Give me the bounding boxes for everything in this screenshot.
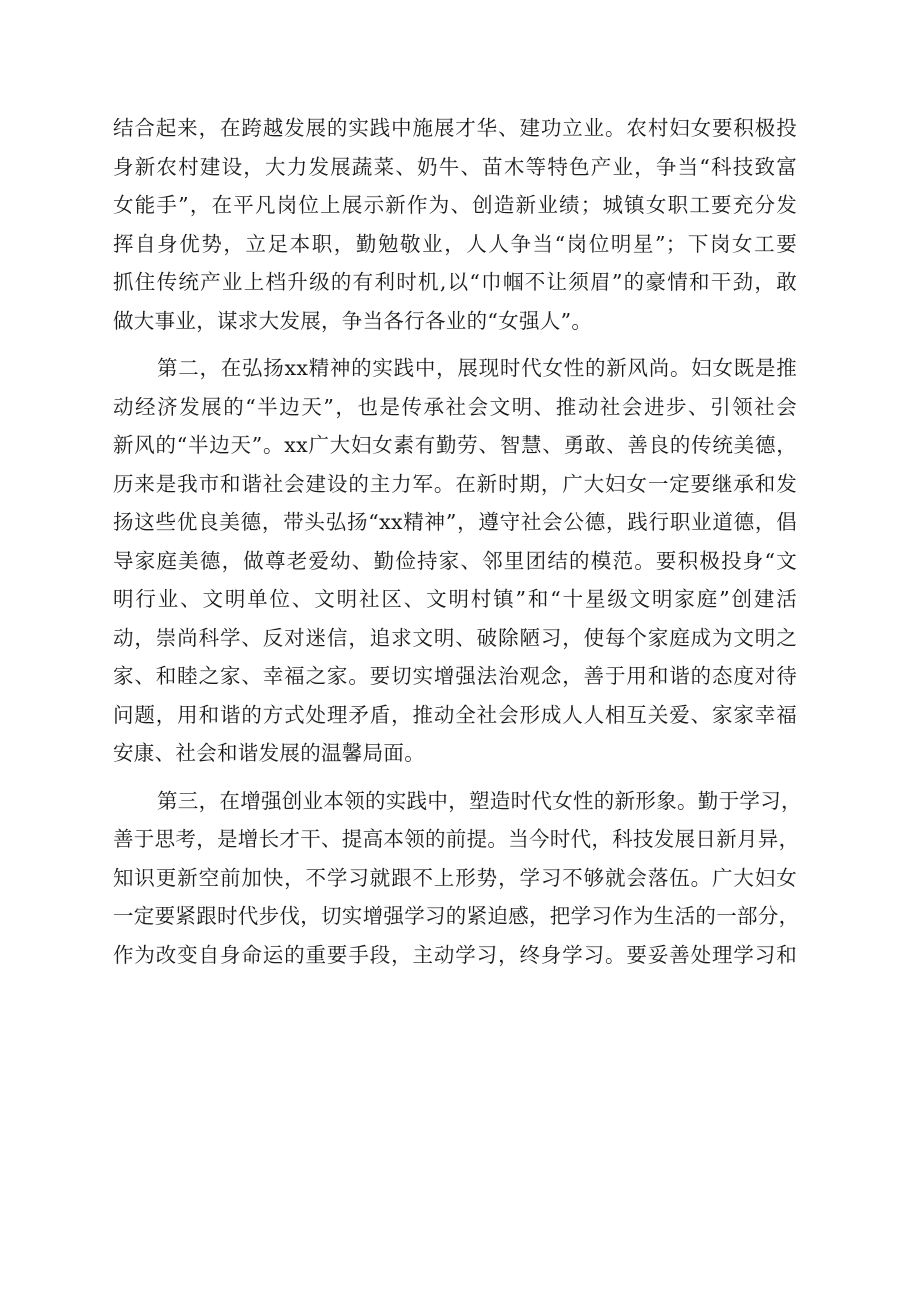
text-line: 抓住传统产业上档升级的有利时机,以“巾帼不让须眉”的豪情和干劲，敢 bbox=[113, 270, 797, 294]
text-line: 历来是我市和谐社会建设的主力军。在新时期，广大妇女一定要继承和发 bbox=[113, 471, 797, 496]
text-line: 新风的“半边天”。xx广大妇女素有勤劳、智慧、勇敢、善良的传统美德， bbox=[113, 433, 797, 457]
text-line: 明行业、文明单位、文明社区、文明村镇”和“十星级文明家庭”创建活 bbox=[113, 587, 797, 611]
text-line: 动经济发展的“半边天”，也是传承社会文明、推动社会进步、引领社会 bbox=[113, 394, 797, 419]
text-line: 一定要紧跟时代步伐，切实增强学习的紧迫感，把学习作为生活的一部分， bbox=[113, 904, 800, 928]
text-line: 第二，在弘扬xx精神的实践中，展现时代女性的新风尚。妇女既是推 bbox=[157, 356, 797, 380]
text-line: 身新农村建设，大力发展蔬菜、奶牛、苗木等特色产业，争当“科技致富 bbox=[113, 154, 797, 179]
text-line: 问题，用和谐的方式处理矛盾，推动全社会形成人人相互关爱、家家幸福 bbox=[113, 702, 797, 727]
paragraph-spacer bbox=[113, 773, 797, 782]
text-line: 导家庭美德，做尊老爱幼、勤俭持家、邻里团结的模范。要积极投身“文 bbox=[113, 548, 797, 573]
text-line: 第三，在增强创业本领的实践中，塑造时代女性的新形象。勤于学习， bbox=[157, 788, 802, 813]
text-line: 挥自身优势，立足本职，勤勉敬业，人人争当“岗位明星”；下岗女工要 bbox=[113, 231, 797, 256]
text-line: 善于思考，是增长才干、提高本领的前提。当今时代，科技发展日新月异， bbox=[113, 827, 800, 851]
text-line: 扬这些优良美德，带头弘扬“xx精神”，遵守社会公德，践行职业道德，倡 bbox=[113, 510, 797, 534]
text-line: 结合起来，在跨越发展的实践中施展才华、建功立业。农村妇女要积极投 bbox=[113, 116, 797, 140]
text-line: 家、和睦之家、幸福之家。要切实增强法治观念，善于用和谐的态度对待 bbox=[113, 664, 797, 688]
paragraph-3 bbox=[113, 782, 802, 975]
text-line: 作为改变自身命运的重要手段，主动学习，终身学习。要妥善处理学习和 bbox=[113, 942, 797, 967]
paragraph-spacer bbox=[113, 340, 797, 349]
text-line: 女能手”，在平凡岗位上展示新作为、创造新业绩；城镇女职工要充分发 bbox=[113, 193, 797, 217]
text-line: 安康、社会和谐发展的温馨局面。 bbox=[113, 741, 425, 765]
paragraph-2 bbox=[113, 349, 797, 773]
paragraph-1 bbox=[113, 109, 797, 340]
text-line: 知识更新空前加快，不学习就跟不上形势，学习不够就会落伍。广大妇女 bbox=[113, 865, 797, 890]
text-line: 做大事业，谋求大发展，争当各行各业的“女强人”。 bbox=[113, 308, 593, 333]
document-body bbox=[113, 109, 802, 974]
text-line: 动，崇尚科学、反对迷信，追求文明、破除陋习，使每个家庭成为文明之 bbox=[113, 625, 797, 650]
